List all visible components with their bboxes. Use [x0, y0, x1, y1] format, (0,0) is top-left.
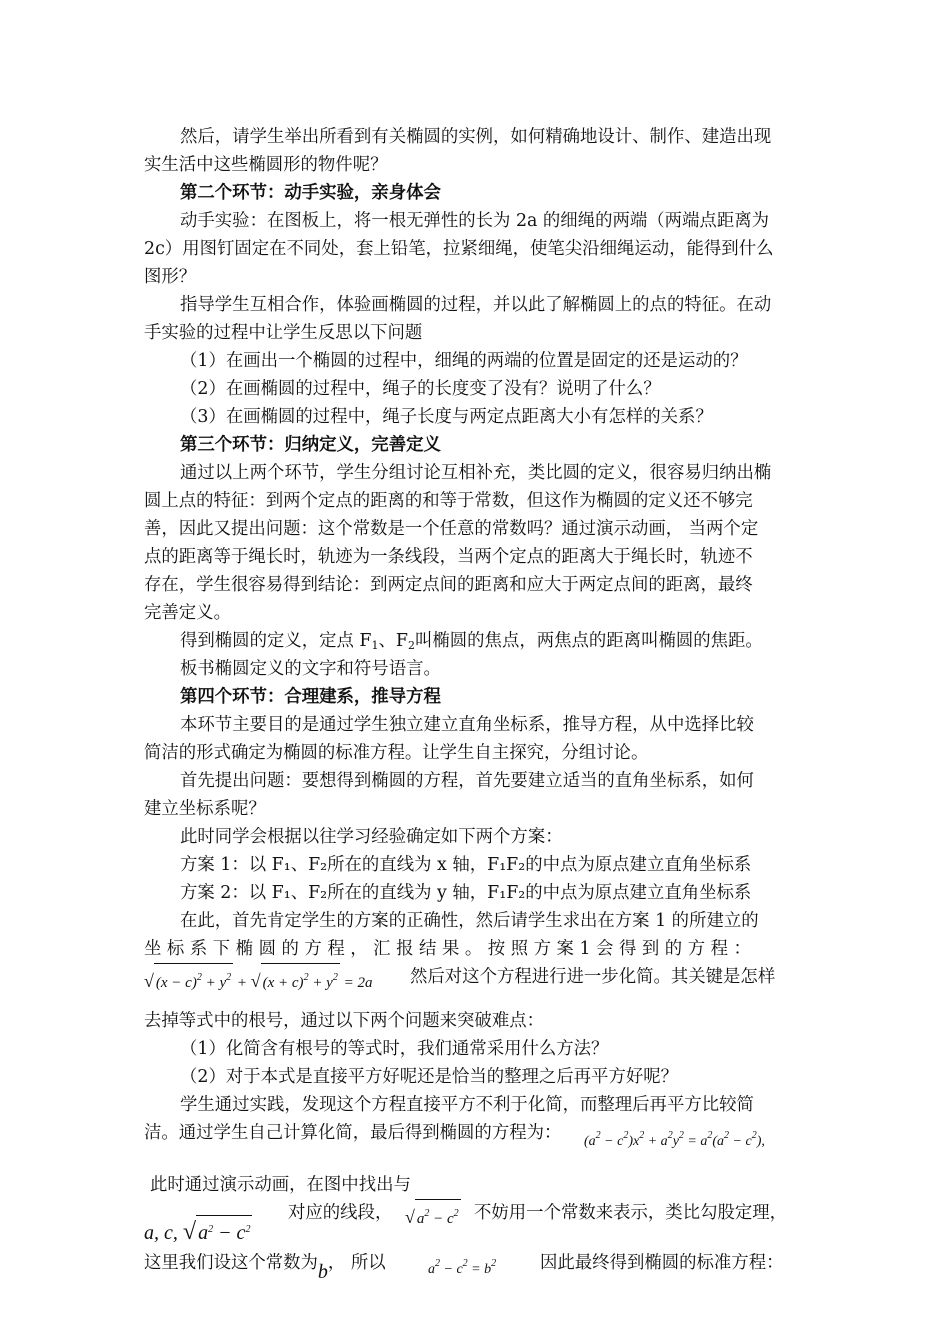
- formula-b-squared: $a^2 - c^2 = b^2$: [428, 1258, 497, 1277]
- para-text: 坐 标 系 下 椭 圆 的 方 程 ， 汇 报 结 果 。 按 照 方 案 1 会 得 到 的 方 程 ：: [144, 939, 751, 959]
- scheme-item: 方案 2：以 F₁、F₂所在的直线为 y 轴，F₁F₂的中点为原点建立直角坐标系: [180, 883, 752, 903]
- formula-root: √ $a^2 - c^2$: [405, 1199, 461, 1233]
- question-item: （3）在画椭圆的过程中，绳子长度与两定点距离大小有怎样的关系？: [180, 407, 713, 427]
- text-span: 这里我们设这个常数为: [144, 1253, 318, 1273]
- scheme-item: 方案 1：以 F₁、F₂所在的直线为 x 轴，F₁F₂的中点为原点建立直角坐标系: [180, 855, 752, 875]
- para-text: 然后对这个方程进行进一步化简。其关键是怎样: [410, 967, 776, 987]
- para-text: 点的距离等于绳长时，轨迹为一条线段，当两个定点的距离大于绳长时，轨迹不: [144, 547, 753, 567]
- formula-a-c-root: a, c, √ $a^2 - c^2$: [144, 1215, 252, 1247]
- variable-b: b: [317, 1261, 328, 1283]
- text-span: ， 所以: [327, 1253, 386, 1273]
- para-text: [144, 1249, 386, 1286]
- subscript: 1: [371, 639, 379, 652]
- para-text: 洁。通过学生自己计算化简，最后得到椭圆的方程为：: [144, 1123, 562, 1143]
- question-item: （1）化简含有根号的等式时，我们通常采用什么方法？: [180, 1039, 609, 1059]
- section-heading-2: 第二个环节：动手实验，亲身体会: [180, 183, 441, 203]
- text-span: 叫椭圆的焦点，两焦点的距离叫椭圆的焦距。: [414, 631, 763, 651]
- question-item: （1）在画出一个椭圆的过程中，细绳的两端的位置是固定的还是运动的？: [180, 351, 748, 371]
- para-text: 动手实验：在图板上，将一根无弹性的长为 2a 的细绳的两端（两端点距离为: [180, 211, 769, 231]
- question-item: （2）对于本式是直接平方好呢还是恰当的整理之后再平方好呢？: [180, 1067, 679, 1087]
- para-text: 学生通过实践，发现这个方程直接平方不利于化简，而整理后再平方比较简: [180, 1095, 754, 1115]
- para-text: 不妨用一个常数来表示，类比勾股定理，: [474, 1203, 788, 1223]
- para-text: 简洁的形式确定为椭圆的标准方程。让学生自主探究，分组讨论。: [144, 743, 649, 763]
- para-text: 指导学生互相合作，体验画椭圆的过程，并以此了解椭圆上的点的特征。在动: [180, 295, 772, 315]
- section-heading-4: 第四个环节：合理建系，推导方程: [180, 687, 441, 707]
- para-text: 然后，请学生举出所看到有关椭圆的实例，如何精确地设计、制作、建造出现: [180, 127, 772, 147]
- para-text: 2c）用图钉固定在不同处，套上铅笔，拉紧细绳，使笔尖沿细绳运动，能得到什么: [144, 239, 774, 259]
- para-text: 此时同学会根据以往学习经验确定如下两个方案：: [180, 827, 563, 847]
- para-text: 首先提出问题：要想得到椭圆的方程，首先要建立适当的直角坐标系，如何: [180, 771, 754, 791]
- para-text: 手实验的过程中让学生反思以下问题: [144, 323, 423, 343]
- section-heading-3: 第三个环节：归纳定义，完善定义: [180, 435, 441, 455]
- para-text: 图形？: [144, 267, 197, 287]
- para-text: 本环节主要目的是通过学生独立建立直角坐标系，推导方程，从中选择比较: [180, 715, 754, 735]
- para-text: 在此，首先肯定学生的方案的正确性，然后请学生求出在方案 1 的所建立的: [180, 911, 759, 931]
- text-span: 得到椭圆的定义，定点 F: [180, 631, 372, 651]
- subscript: 2: [407, 639, 415, 652]
- para-text: 通过以上两个环节，学生分组讨论互相补充，类比圆的定义，很容易归纳出椭: [180, 463, 772, 483]
- para-text: 去掉等式中的根号，通过以下两个问题来突破难点：: [144, 1011, 544, 1031]
- para-text: 存在，学生很容易得到结论：到两定点间的距离和应大于两定点间的距离，最终: [144, 575, 753, 595]
- formula-ellipse-expanded: $(a^2 - c^2)x^2 + a^2y^2 = a^2(a^2 - c^2)$,: [584, 1130, 765, 1149]
- para-text: 善，因此又提出问题：这个常数是一个任意的常数吗？通过演示动画， 当两个定: [144, 519, 759, 539]
- para-text: 建立坐标系呢？: [144, 799, 266, 819]
- para-text: 此时通过演示动画，在图中找出与: [150, 1175, 411, 1195]
- para-text: 实生活中这些椭圆形的物件呢？: [144, 155, 388, 175]
- para-text: 圆上点的特征：到两个定点的距离的和等于常数，但这作为椭圆的定义还不够完: [144, 491, 753, 511]
- para-text: 板书椭圆定义的文字和符号语言。: [180, 659, 441, 679]
- para-text: 对应的线段，: [288, 1203, 393, 1223]
- question-item: （2）在画椭圆的过程中，绳子的长度变了没有？说明了什么？: [180, 379, 661, 399]
- text-span: 、F: [378, 631, 408, 651]
- formula-sum-distances: √ $(x - c)^2 + y^2$ + √ $(x + c)^2 + y^2 = 2a$: [144, 963, 372, 997]
- para-text: 完善定义。: [144, 603, 231, 623]
- para-text: 因此最终得到椭圆的标准方程：: [540, 1253, 784, 1273]
